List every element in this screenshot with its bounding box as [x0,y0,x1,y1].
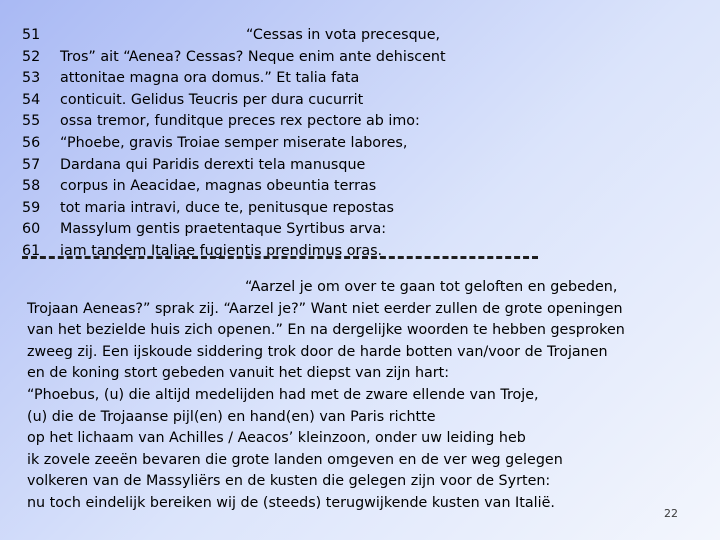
latin-line [22,155,446,177]
translation-line: volkeren van de Massyliërs en de kusten die gelegen zijn voor de Syrten: [27,473,551,490]
latin-line [22,133,446,155]
translation-line: op het lichaam van Achilles / Aeacos’ kleinzoon, onder uw leiding heb [27,430,526,447]
line-number: 55 [22,113,41,130]
translation-line: van het bezielde huis zich openen.” En na dergelijke woorden te hebben gesproken [27,322,625,339]
line-number: 52 [22,48,41,65]
line-number: 54 [22,91,41,108]
translation-line: nu toch eindelijk bereiken wij de (steeds) terugwijkende kusten van Italië. [27,494,555,511]
translation-line: ik zovele zeeën bevaren die grote landen omgeven en de ver weg gelegen [27,451,563,468]
line-number: 53 [22,70,41,87]
latin-line-text: “Cessas in vota precesque, [246,27,441,43]
line-number: 58 [22,178,41,195]
latin-line-text: Tros” ait “Aenea? Cessas? Neque enim ante dehiscent [60,48,446,65]
page-number: 22 [664,507,678,520]
dutch-translation [27,277,625,515]
translation-line: en de koning stort gebeden vanuit het diepst van zijn hart: [27,365,450,382]
translation-line: zweeg zij. Een ijskoude siddering trok door de harde botten van/voor de Trojanen [27,343,608,360]
latin-line-text: ossa tremor, funditque preces rex pectore ab imo: [60,113,420,130]
latin-line-text: tot maria intravi, duce te, penitusque repostas [60,199,394,216]
latin-line [22,68,446,90]
latin-line [22,25,446,47]
translation-line: “Phoebus, (u) die altijd medelijden had met de zware ellende van Troje, [27,386,539,403]
latin-line [22,47,446,69]
dashed-divider [22,256,538,259]
latin-text [22,25,446,263]
line-number: 60 [22,221,41,238]
latin-line [22,241,446,263]
latin-line [22,219,446,241]
latin-line [22,176,446,198]
latin-line [22,198,446,220]
latin-line-text: iam tandem Italiae fugientis prendimus oras. [60,242,383,259]
latin-line-text: Massylum gentis praetentaque Syrtibus arva: [60,221,387,238]
line-number: 59 [22,199,41,216]
line-number: 61 [22,242,41,259]
latin-line [22,111,446,133]
latin-line [22,90,446,112]
translation-line: “Aarzel je om over te gaan tot geloften en gebeden, [245,279,618,295]
latin-line-text: attonitae magna ora domus.” Et talia fata [60,70,360,87]
latin-line-text: corpus in Aeacidae, magnas obeuntia terras [60,178,377,195]
line-number: 57 [22,156,41,173]
latin-line-text: Dardana qui Paridis derexti tela manusque [60,156,366,173]
line-number: 56 [22,134,41,151]
line-number: 51 [22,27,41,43]
translation-line: Trojaan Aeneas?” sprak zij. “Aarzel je?” Want niet eerder zullen de grote openingen [27,300,623,317]
latin-line-text: conticuit. Gelidus Teucris per dura cucurrit [60,91,364,108]
translation-line: (u) die de Trojaanse pijl(en) en hand(en) van Paris richtte [27,408,436,425]
latin-line-text: “Phoebe, gravis Troiae semper miserate labores, [60,134,408,151]
